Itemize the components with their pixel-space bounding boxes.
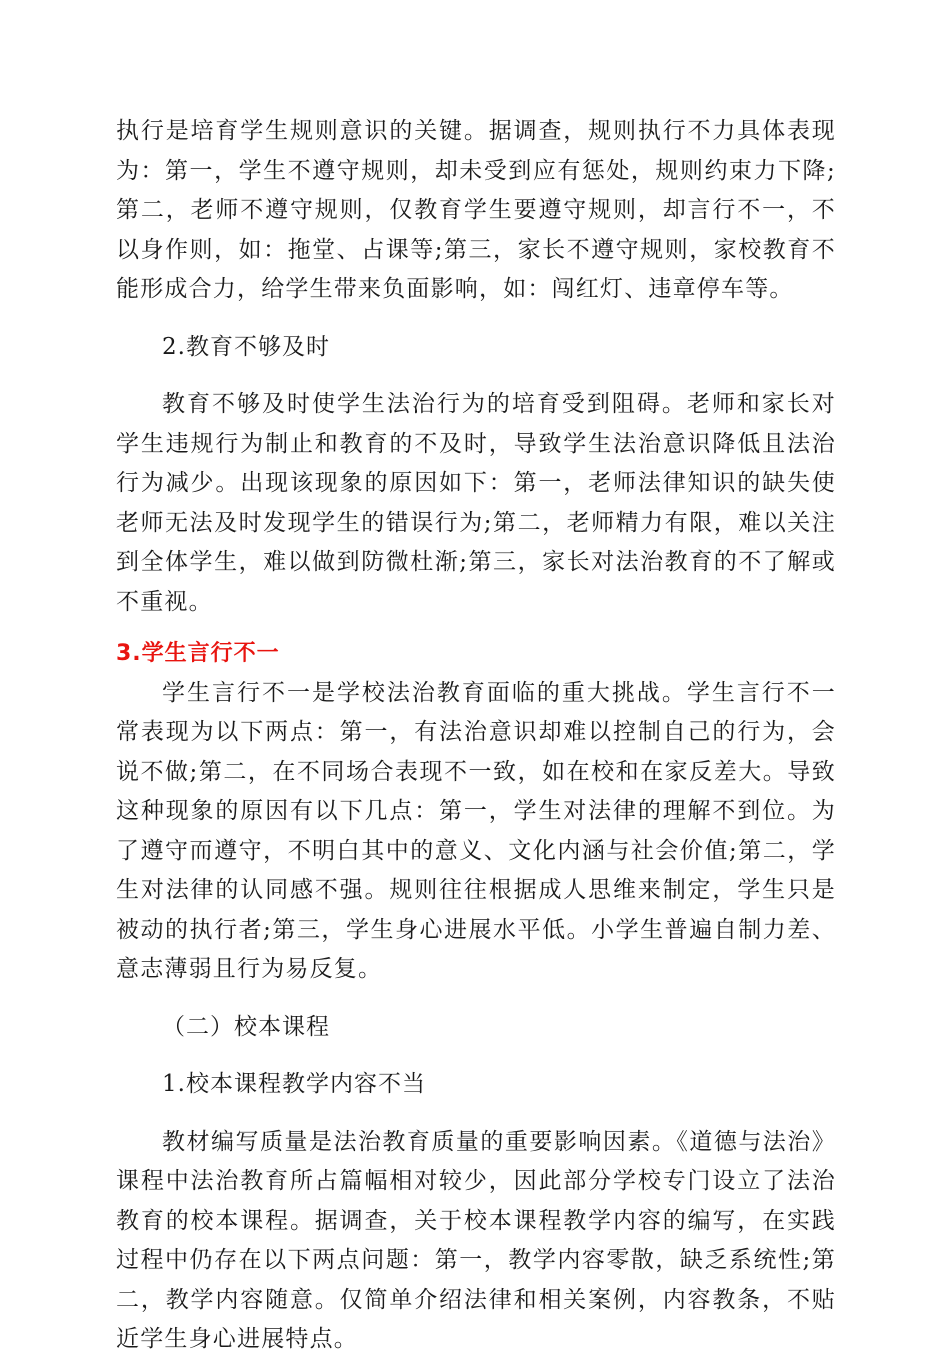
subheading-curriculum-content: 1.校本课程教学内容不当 [162,1071,426,1097]
document-page [116,112,836,1360]
subheading-inconsistent-behavior: 3.学生言行不一 [116,641,280,666]
subheading-education-timeliness: 2.教育不够及时 [162,333,330,360]
body-paragraph: 教育不够及时使学生法治行为的培育受到阻碍。老师和家长对学生违规行为制止和教育的不及时，导致学生法治意识降低且法治行为减少。出现该现象的原因如下：第一，老师法律知识的缺失使老师无法及时发现学生的错误行为;第二，老师精力有限，难以关注到全体学生，难以做到防微杜渐;第三，家长对法治教育的不了解或不重视。 [116,391,836,615]
body-paragraph: 教材编写质量是法治教育质量的重要影响因素。《道德与法治》课程中法治教育所占篇幅相对较少，因此部分学校专门设立了法治教育的校本课程。据调查，关于校本课程教学内容的编写，在实践过程中仍存在以下两点问题：第一，教学内容零散，缺乏系统性;第二，教学内容随意。仅简单介绍法律和相关案例，内容教条，不贴近学生身心进展特点。 [116,1128,836,1352]
body-paragraph: 学生言行不一是学校法治教育面临的重大挑战。学生言行不一常表现为以下两点：第一，有法治意识却难以控制自己的行为，会说不做;第二，在不同场合表现不一致，如在校和在家反差大。导致这种现象的原因有以下几点：第一，学生对法律的理解不到位。为了遵守而遵守，不明白其中的意义、文化内涵与社会价值;第二，学生对法律的认同感不强。规则往往根据成人思维来制定，学生只是被动的执行者;第三，学生身心进展水平低。小学生普遍自制力差、意志薄弱且行为易反复。 [116,679,836,982]
body-paragraph: 执行是培育学生规则意识的关键。据调查，规则执行不力具体表现为：第一，学生不遵守规则，却未受到应有惩处，规则约束力下降;第二，老师不遵守规则，仅教育学生要遵守规则，却言行不一，不以身作则，如：拖堂、占课等;第三，家长不遵守规则，家校教育不能形成合力，给学生带来负面影响，如：闯红灯、违章停车等。 [116,118,836,302]
section-heading-school-curriculum: （二）校本课程 [162,1013,330,1040]
